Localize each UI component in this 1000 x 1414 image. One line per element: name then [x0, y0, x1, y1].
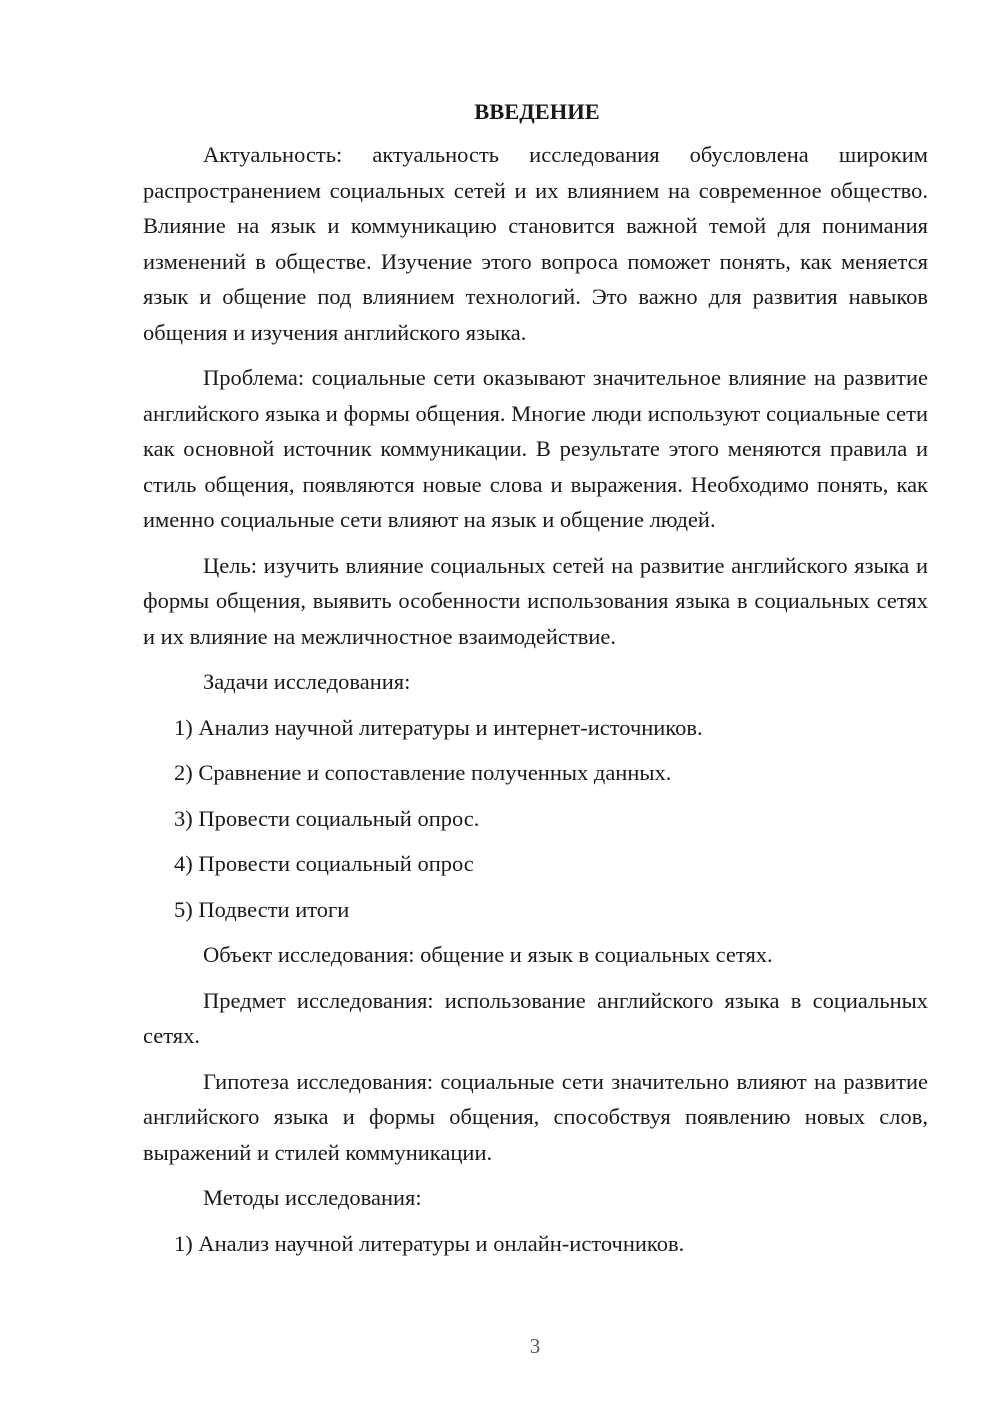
page-title: ВВЕДЕНИЕ — [474, 99, 600, 124]
paragraph-hypothesis: Гипотеза исследования: социальные сети значительно влияют на развитие английского языка и формы общения, способствуя появлению новых слов, выражений и стилей коммуникации. — [143, 1068, 928, 1165]
tasks-list — [143, 710, 928, 928]
paragraph-goal: Цель: изучить влияние социальных сетей на развитие английского языка и формы общения, выявить особенности использования языка в социальных сетях и их влияние на межличностное взаимодействие. — [143, 552, 928, 649]
paragraph-object: Объект исследования: общение и язык в социальных сетях. — [203, 942, 773, 967]
paragraph-relevance: Актуальность: актуальность исследования обусловлена широким распространением социальных сетей и их влиянием на современное общество. Влияние на язык и коммуникацию становится важной темой для понимания изменений в обществе. Изучение этого вопроса поможет понять, как меняется язык и общение под влиянием технологий. Это важно для развития навыков общения и изучения английского языка. — [143, 142, 928, 345]
list-item: 1) Анализ научной литературы и интернет-источников. — [174, 714, 703, 740]
list-item: 1) Анализ научной литературы и онлайн-источников. — [174, 1230, 685, 1256]
methods-list — [143, 1226, 928, 1262]
tasks-heading: Задачи исследования: — [203, 669, 411, 694]
page-content — [143, 94, 928, 1271]
methods-heading: Методы исследования: — [203, 1185, 422, 1210]
list-item: 4) Провести социальный опрос — [174, 851, 474, 876]
paragraph-problem: Проблема: социальные сети оказывают значительное влияние на развитие английского языка и формы общения. Многие люди используют социальные сети как основной источник коммуникации. В результате этого меняются правила и стиль общения, появляются новые слова и выражения. Необходимо понять, как именно социальные сети влияют на язык и общение людей. — [143, 365, 928, 532]
paragraph-subject: Предмет исследования: использование английского языка в социальных сетях. — [143, 987, 928, 1048]
page-number: 3 — [529, 1334, 541, 1358]
list-item: 3) Провести социальный опрос. — [174, 805, 480, 831]
list-item: 2) Сравнение и сопоставление полученных данных. — [174, 760, 672, 785]
list-item: 5) Подвести итоги — [174, 896, 350, 922]
